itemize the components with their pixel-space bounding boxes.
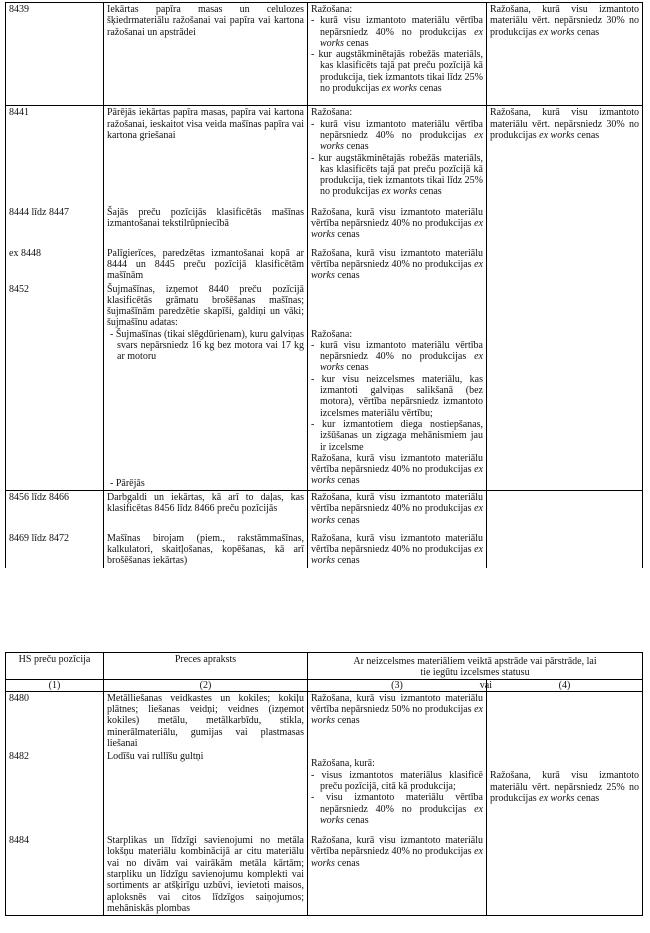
column-number	[308, 679, 492, 691]
hs-code: 8480	[6, 691, 104, 750]
column-numbers	[6, 679, 643, 691]
rules-table-2	[5, 652, 643, 916]
table-row	[6, 691, 643, 750]
working-rule: Ražošana, kurā visu izmantoto materiālu vērtība nepārsniedz 40% no produkcijas ex works cenas	[308, 242, 487, 283]
rule-item: - kur visu neizcelsmes materiālu, kas izmantoti galviņas salikšanā (bez motora), vērtība nepārsniedz izmantoto izcelsmes materiālu vērtību;	[311, 373, 483, 419]
description-main: Šujmašīnas, izņemot 8440 preču pozīcijā klasificētās grāmatu brošēšanas mašīnas; šujmašīnām paredzētie skapīši, galdiņi un vāki; šujmašīnu adatas:	[107, 283, 304, 329]
goods-description: Metālliešanas veidkastes un kokiles; kokiļu plātnes; liešanas veidņi; veidnes (izņemot kokiles) metālu, metālkarbīdu, stikla, minerālmateriālu, gumijas vai plastmasas liešanai	[104, 691, 308, 750]
hs-code: 8444 līdz 8447	[6, 199, 104, 242]
alternative-rule: Ražošana, kurā visu izmantoto materiālu vērt. nepārsniedz 30% no produkcijas ex works cenas	[487, 3, 643, 96]
rule-item: - kur augstākminētajās robežās materiāls, kas klasificēts tajā pat preču pozīcijā kā produkcija, tiek izmantots tikai līdz 25% no produkcijas ex works cenas	[311, 49, 483, 95]
rule-item: - visu izmantoto materiālu vērtība nepārsniedz 40% no produkcijas ex works cenas	[311, 792, 483, 826]
hs-code: ex 8448	[6, 242, 104, 283]
rule-intro: Ražošana:	[311, 4, 353, 15]
rule-intro: Ražošana, kurā:	[311, 758, 375, 770]
rule-item: - kur izmantotiem diega nostiepšanas, izšūšanas un zigzaga mehānismiem jau ir izcelsme	[311, 418, 483, 453]
goods-description: Darbgaldi un iekārtas, kā arī to daļas, kas klasificētas 8456 līdz 8466 preču pozīcijās	[104, 490, 308, 526]
table-header	[6, 653, 643, 680]
working-rule: Ražošana, kurā visu izmantoto materiālu vērtība nepārsniedz 40% no produkcijas ex works cenas	[308, 490, 487, 526]
hs-code: 8484	[6, 827, 104, 916]
table-row	[6, 827, 643, 916]
table-row	[6, 490, 643, 526]
goods-description: Iekārtas papīra masas un celulozes šķiedrmateriālu ražošanai vai papīra vai kartona ražošanai un apstrādei	[104, 3, 308, 96]
description-sub: - Pārējās	[110, 477, 145, 489]
column-number: (4)	[487, 679, 643, 691]
table-row	[6, 3, 643, 96]
hs-code: 8482	[6, 750, 104, 827]
working-rule: Ražošana, kurā visu izmantoto materiālu vērtība nepārsniedz 50% no produkcijas ex works cenas	[308, 691, 487, 750]
hs-code: 8439	[6, 3, 104, 96]
working-rule	[308, 3, 487, 96]
goods-description: Šajās preču pozīcijās klasificētās mašīnas izmantošanai tekstilrūpniecībā	[104, 199, 308, 242]
goods-description: Pārējās iekārtas papīra masas, papīra vai kartona ražošanai, ieskaitot visa veida mašīnas papīra vai kartona griešanai	[104, 106, 308, 199]
rule-item: - visus izmantotos materiālus klasificē preču pozīcijā, citā kā produkcija;	[311, 769, 483, 792]
rule-item: - kurā visu izmantoto materiālu vērtība nepārsniedz 40% no produkcijas ex works cenas	[311, 339, 483, 374]
table-row	[6, 106, 643, 199]
table-row	[6, 283, 643, 491]
table-row	[6, 199, 643, 242]
goods-description: Starplikas un līdzīgi savienojumi no metāla lokšņu materiālu kombinācijā ar citu materiālu vai no divām vai vairākām metāla kārtām; starpliku un līdzīgu savienojumu komplekti vai sortiments ar atšķirīgu uzbūvi, ievietoti maisos, aploksnēs vai citos līdzīgos saiņojumos; mehāniskās plombas	[104, 827, 308, 916]
rule-intro: Ražošana:	[311, 107, 353, 119]
alternative-rule: Ražošana, kurā visu izmantoto materiālu vērt. nepārsniedz 30% no produkcijas ex works cenas	[487, 106, 643, 199]
table-row	[6, 750, 643, 827]
rule-item: - kur augstākminētajās robežās materiāls, kas klasificēts tajā pat preču pozīcijā kā produkcija, tiek izmantots tikai līdz 25% no produkcijas ex works cenas	[311, 152, 483, 198]
rule-item: - kurā visu izmantoto materiālu vērtība nepārsniedz 40% no produkcijas ex works cenas	[311, 15, 483, 49]
working-rule	[308, 106, 487, 199]
rule-intro: Ražošana:	[311, 328, 353, 340]
hs-code: 8452	[6, 283, 104, 491]
working-rule: Ražošana, kurā visu izmantoto materiālu vērtība nepārsniedz 40% no produkcijas ex works cenas	[308, 827, 487, 916]
column-number: (1)	[6, 679, 104, 691]
rules-table-1	[5, 2, 643, 568]
hs-code: 8469 līdz 8472	[6, 527, 104, 568]
goods-description: Lodīšu vai rullīšu gultņi	[104, 750, 308, 827]
column-number-3: (3)	[391, 679, 403, 691]
working-rule	[308, 283, 487, 491]
working-rule	[308, 750, 487, 827]
goods-description	[104, 283, 308, 491]
hs-code: 8441	[6, 106, 104, 199]
table-row	[6, 527, 643, 568]
or-label: vai	[479, 679, 492, 691]
alternative-rule: Ražošana, kurā visu izmantoto materiālu vērt. nepārsniedz 25% no produkcijas ex works cenas	[487, 750, 643, 827]
header-hs-code: HS preču pozīcija	[6, 653, 104, 680]
table-row	[6, 242, 643, 283]
description-sub: - Šujmašīnas (tikai slēgdūrienam), kuru galviņas svars nepārsniedz 16 kg bez motora vai 17 kg ar motoru	[110, 328, 304, 363]
working-rule: Ražošana, kurā visu izmantoto materiālu vērtība nepārsniedz 40% no produkcijas ex works cenas	[308, 527, 487, 568]
hs-code: 8456 līdz 8466	[6, 490, 104, 526]
goods-description: Mašīnas birojam (piem., rakstāmmašīnas, kalkulatori, skaitļošanas, kopēšanas, kā arī brošēšanas iekārtas)	[104, 527, 308, 568]
column-number: (2)	[104, 679, 308, 691]
goods-description: Palīgierīces, paredzētas izmantošanai kopā ar 8444 un 8445 preču pozīcijā klasificētām mašīnām	[104, 242, 308, 283]
header-processing: Ar neizcelsmes materiāliem veiktā apstrāde vai pārstrāde, lai tie iegūtu izcelsmes statusu	[308, 653, 643, 680]
working-rule: Ražošana, kurā visu izmantoto materiālu vērtība nepārsniedz 40% no produkcijas ex works cenas	[308, 199, 487, 242]
rule-text: Ražošana, kurā visu izmantoto materiālu vērtība nepārsniedz 40% no produkcijas ex works cenas	[311, 452, 483, 487]
header-description: Preces apraksts	[104, 653, 308, 680]
rule-item: - kurā visu izmantoto materiālu vērtība nepārsniedz 40% no produkcijas ex works cenas	[311, 118, 483, 153]
